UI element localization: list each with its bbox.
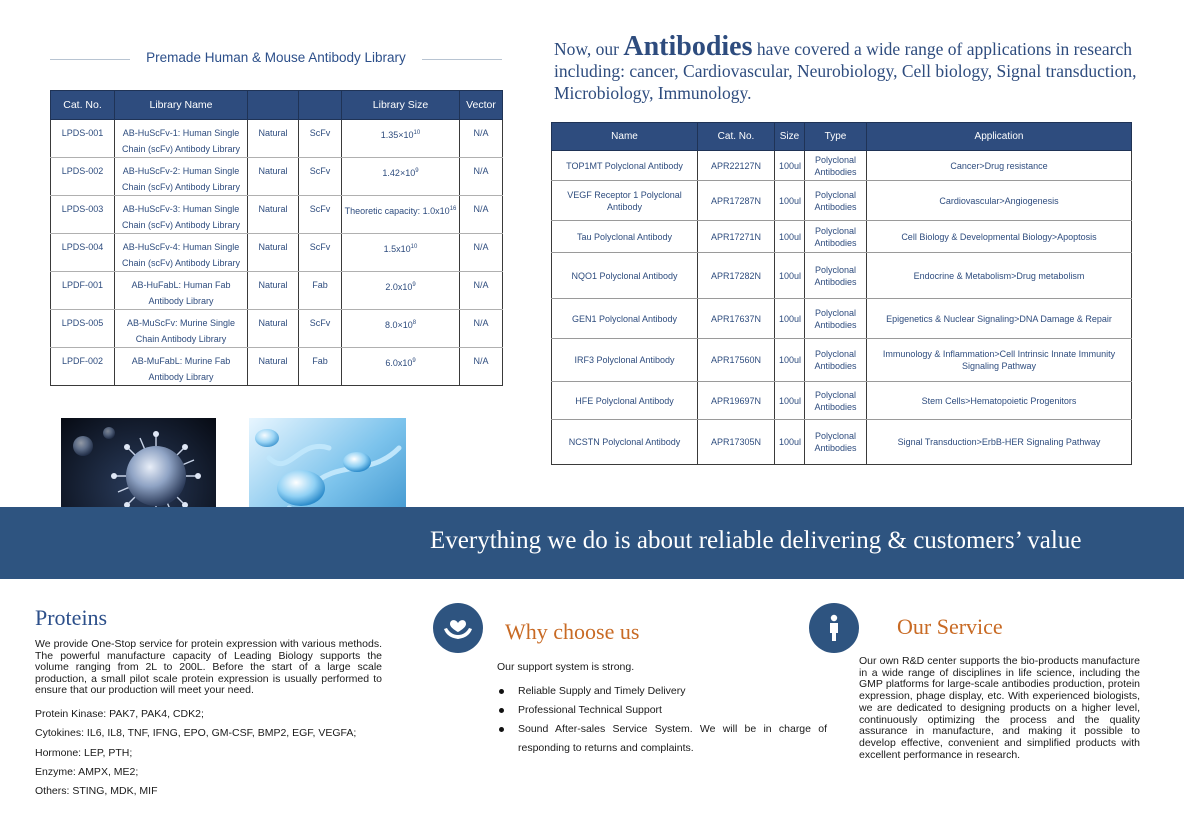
library-format: ScFv <box>299 158 342 196</box>
library-name: AB-HuFabL: Human Fab Antibody Library <box>115 272 248 310</box>
size-exponent: 10 <box>410 244 418 250</box>
antibodies-intro <box>554 31 1144 104</box>
library-row <box>51 310 503 348</box>
product-application: Stem Cells>Hematopoietic Progenitors <box>867 382 1132 420</box>
library-format: Fab <box>299 348 342 386</box>
product-row <box>552 221 1132 253</box>
header-blank-1 <box>248 91 299 120</box>
product-name: NQO1 Polyclonal Antibody <box>552 253 698 299</box>
library-format: ScFv <box>299 196 342 234</box>
header-application: Application <box>867 123 1132 151</box>
library-cat-no: LPDS-002 <box>51 158 115 196</box>
library-size <box>342 120 460 158</box>
intro-highlight: Antibodies <box>623 31 753 62</box>
library-size <box>342 196 460 234</box>
library-cat-no: LPDF-002 <box>51 348 115 386</box>
person-icon <box>809 603 859 653</box>
library-format: Fab <box>299 272 342 310</box>
size-exponent: 16 <box>449 206 457 212</box>
why-item: Professional Technical Support <box>497 701 827 720</box>
library-row <box>51 196 503 234</box>
service-description: Our own R&D center supports the bio-products manufacture in a wide range of disciplines in life science, including the GMP platforms for large-scale antibodies production, protein expression, phage display, etc. With experienced biologists, we are dedicated to designing products on a higher level, continuously optimizing the process and the quality assurance in manufacture, and making it possible to develop effective, convenient and simplified products with excellent performance in research. <box>859 655 1140 761</box>
product-application: Cardiovascular>Angiogenesis <box>867 181 1132 221</box>
library-vector: N/A <box>460 348 503 386</box>
product-cat-no: APR19697N <box>698 382 775 420</box>
header-vector: Vector <box>460 91 503 120</box>
library-cat-no: LPDF-001 <box>51 272 115 310</box>
product-cat-no: APR17560N <box>698 339 775 382</box>
product-size: 100ul <box>775 420 805 465</box>
protein-category: Hormone: LEP, PTH; <box>35 746 133 759</box>
product-cat-no: APR17271N <box>698 221 775 253</box>
product-application: Immunology & Inflammation>Cell Intrinsic Innate Immunity Signaling Pathway <box>867 339 1132 382</box>
product-type: Polyclonal Antibodies <box>805 253 867 299</box>
size-exponent: 9 <box>412 358 416 364</box>
size-base: Theoretic capacity: 1.0x10 <box>344 206 450 216</box>
product-size: 100ul <box>775 151 805 181</box>
product-type: Polyclonal Antibodies <box>805 221 867 253</box>
library-source: Natural <box>248 196 299 234</box>
protein-category: Cytokines: IL6, IL8, TNF, IFNG, EPO, GM-CSF, BMP2, EGF, VEGFA; <box>35 727 357 740</box>
library-title: Premade Human & Mouse Antibody Library <box>146 50 406 65</box>
library-table-header <box>51 91 503 120</box>
header-cat-no: Cat. No. <box>51 91 115 120</box>
library-source: Natural <box>248 234 299 272</box>
proteins-list <box>35 705 356 801</box>
library-vector: N/A <box>460 310 503 348</box>
library-format: ScFv <box>299 310 342 348</box>
library-size <box>342 234 460 272</box>
library-row <box>51 120 503 158</box>
antibody-product-table <box>551 122 1132 465</box>
product-type: Polyclonal Antibodies <box>805 181 867 221</box>
our-service-heading: Our Service <box>897 614 1003 639</box>
product-application: Endocrine & Metabolism>Drug metabolism <box>867 253 1132 299</box>
product-name: GEN1 Polyclonal Antibody <box>552 299 698 339</box>
proteins-heading: Proteins <box>35 605 108 630</box>
library-vector: N/A <box>460 272 503 310</box>
hands-heart-icon <box>433 603 483 653</box>
protein-category: Others: STING, MDK, MIF <box>35 785 158 798</box>
product-size: 100ul <box>775 339 805 382</box>
product-name: NCSTN Polyclonal Antibody <box>552 420 698 465</box>
library-cat-no: LPDS-004 <box>51 234 115 272</box>
size-base: 8.0×10 <box>384 320 413 330</box>
title-divider-right <box>422 59 502 60</box>
library-source: Natural <box>248 158 299 196</box>
product-name: Tau Polyclonal Antibody <box>552 221 698 253</box>
library-name: AB-HuScFv-1: Human Single Chain (scFv) Antibody Library <box>115 120 248 158</box>
product-size: 100ul <box>775 299 805 339</box>
library-title-block <box>50 48 502 70</box>
product-row <box>552 299 1132 339</box>
why-item: Sound After-sales Service System. We will be in charge of responding to returns and complaints. <box>497 720 827 758</box>
product-application: Epigenetics & Nuclear Signaling>DNA Damage & Repair <box>867 299 1132 339</box>
size-base: 1.5x10 <box>383 244 411 254</box>
library-name: AB-MuFabL: Murine Fab Antibody Library <box>115 348 248 386</box>
library-vector: N/A <box>460 234 503 272</box>
library-row <box>51 272 503 310</box>
size-base: 6.0x10 <box>385 358 413 368</box>
product-name: IRF3 Polyclonal Antibody <box>552 339 698 382</box>
header-type: Type <box>805 123 867 151</box>
product-type: Polyclonal Antibodies <box>805 151 867 181</box>
library-vector: N/A <box>460 120 503 158</box>
library-source: Natural <box>248 348 299 386</box>
header-library-name: Library Name <box>115 91 248 120</box>
why-item: Reliable Supply and Timely Delivery <box>497 682 827 701</box>
antibody-library-table <box>50 90 503 386</box>
header-blank-2 <box>299 91 342 120</box>
product-cat-no: APR17282N <box>698 253 775 299</box>
protein-category: Enzyme: AMPX, ME2; <box>35 765 139 778</box>
size-exponent: 9 <box>412 282 416 288</box>
product-application: Cancer>Drug resistance <box>867 151 1132 181</box>
product-size: 100ul <box>775 181 805 221</box>
why-intro: Our support system is strong. <box>497 661 635 673</box>
product-cat-no: APR22127N <box>698 151 775 181</box>
library-size <box>342 158 460 196</box>
library-name: AB-MuScFv: Murine Single Chain Antibody Library <box>115 310 248 348</box>
header-name: Name <box>552 123 698 151</box>
product-size: 100ul <box>775 382 805 420</box>
product-name: VEGF Receptor 1 Polyclonal Antibody <box>552 181 698 221</box>
size-base: 1.42×10 <box>382 168 416 178</box>
library-cat-no: LPDS-003 <box>51 196 115 234</box>
product-row <box>552 181 1132 221</box>
library-source: Natural <box>248 272 299 310</box>
size-exponent: 8 <box>412 320 417 326</box>
product-name: HFE Polyclonal Antibody <box>552 382 698 420</box>
library-format: ScFv <box>299 120 342 158</box>
value-banner <box>0 507 1184 579</box>
proteins-description: We provide One-Stop service for protein expression with various methods. The powerful manufacture capacity of Leading Biology supports the volume ranging from 2L to 200L. Before the start of a large scale production, a small pilot scale protein expression is usually performed to ensure that our production will meet your need. <box>35 638 382 697</box>
library-format: ScFv <box>299 234 342 272</box>
product-row <box>552 420 1132 465</box>
product-type: Polyclonal Antibodies <box>805 299 867 339</box>
library-source: Natural <box>248 310 299 348</box>
library-row <box>51 348 503 386</box>
library-cat-no: LPDS-001 <box>51 120 115 158</box>
intro-rest: have covered a wide range of applications in research including: cancer, Cardiovascular, Neurobiology, Cell biology, Signal transduction, Microbiology, Immunology. <box>554 39 1137 103</box>
intro-lead: Now, our <box>554 39 624 59</box>
product-type: Polyclonal Antibodies <box>805 382 867 420</box>
library-row <box>51 234 503 272</box>
product-cat-no: APR17637N <box>698 299 775 339</box>
library-name: AB-HuScFv-3: Human Single Chain (scFv) Antibody Library <box>115 196 248 234</box>
library-size <box>342 272 460 310</box>
product-name: TOP1MT Polyclonal Antibody <box>552 151 698 181</box>
product-row <box>552 151 1132 181</box>
product-cat-no: APR17305N <box>698 420 775 465</box>
library-size <box>342 348 460 386</box>
product-row <box>552 253 1132 299</box>
size-exponent: 10 <box>413 130 421 136</box>
library-source: Natural <box>248 120 299 158</box>
header-library-size: Library Size <box>342 91 460 120</box>
header-cat-no: Cat. No. <box>698 123 775 151</box>
library-cat-no: LPDS-005 <box>51 310 115 348</box>
product-type: Polyclonal Antibodies <box>805 339 867 382</box>
library-row <box>51 158 503 196</box>
library-name: AB-HuScFv-2: Human Single Chain (scFv) Antibody Library <box>115 158 248 196</box>
product-application: Signal Transduction>ErbB-HER Signaling Pathway <box>867 420 1132 465</box>
protein-category: Protein Kinase: PAK7, PAK4, CDK2; <box>35 708 204 720</box>
size-base: 1.35×10 <box>380 130 414 140</box>
product-table-header <box>552 123 1132 151</box>
size-exponent: 9 <box>415 168 419 174</box>
product-cat-no: APR17287N <box>698 181 775 221</box>
product-size: 100ul <box>775 253 805 299</box>
library-size <box>342 310 460 348</box>
library-vector: N/A <box>460 196 503 234</box>
header-size: Size <box>775 123 805 151</box>
why-choose-us-heading: Why choose us <box>505 619 640 644</box>
product-row <box>552 382 1132 420</box>
banner-slogan: Everything we do is about reliable delivering & customers’ value <box>430 527 1082 554</box>
product-application: Cell Biology & Developmental Biology>Apoptosis <box>867 221 1132 253</box>
size-base: 2.0x10 <box>385 282 413 292</box>
product-size: 100ul <box>775 221 805 253</box>
library-vector: N/A <box>460 158 503 196</box>
product-row <box>552 339 1132 382</box>
product-type: Polyclonal Antibodies <box>805 420 867 465</box>
why-list <box>497 682 827 758</box>
library-name: AB-HuScFv-4: Human Single Chain (scFv) Antibody Library <box>115 234 248 272</box>
